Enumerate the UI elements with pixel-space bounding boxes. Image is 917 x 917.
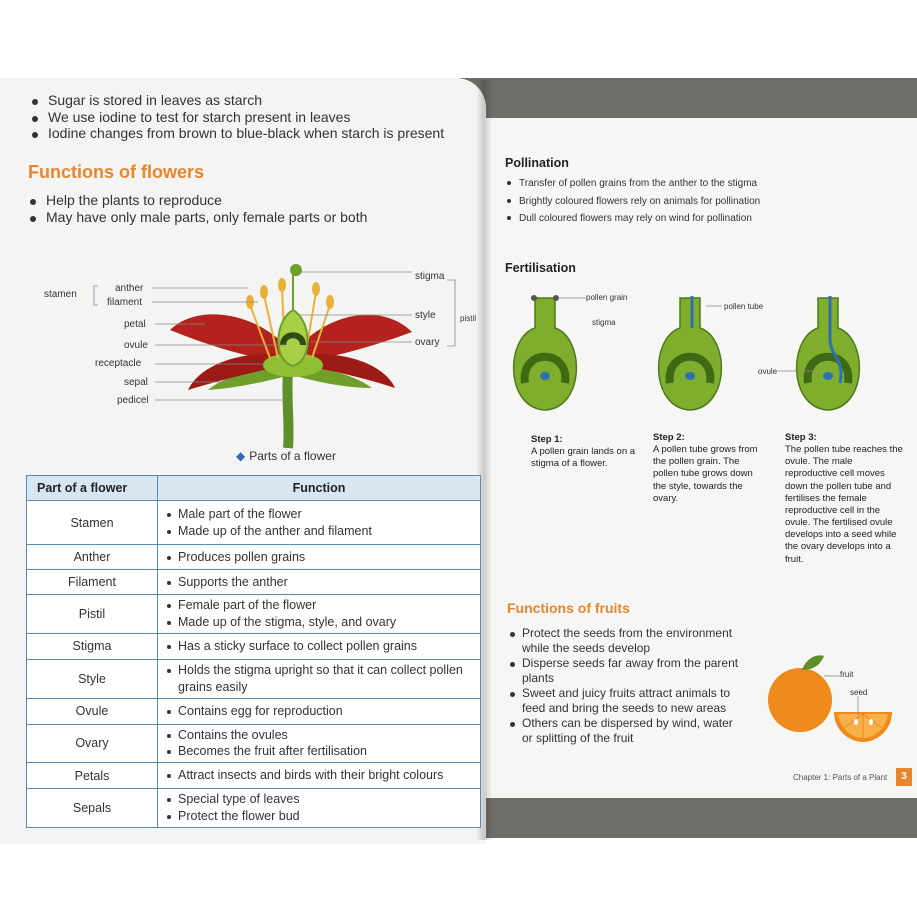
step-text: The pollen tube reaches the ovule. The male reproductive cell moves down the pollen tube and fertilises the female reproductive cell in the ovule. The fertilised ovule develops into a seed while the ovary develops into a fruit. [785, 444, 903, 565]
label-sepal: sepal [124, 377, 148, 388]
function-cell [158, 789, 481, 828]
table-row [27, 570, 481, 595]
functions-of-fruits-heading: Functions of fruits [507, 600, 630, 616]
function-cell [158, 545, 481, 570]
label-pedicel: pedicel [117, 395, 149, 406]
part-cell: Filament [27, 570, 158, 595]
table-row [27, 633, 481, 659]
function-cell [158, 724, 481, 763]
function-item: Has a sticky surface to collect pollen grains [164, 638, 474, 655]
flower-stem [287, 370, 288, 448]
label-anther: anther [115, 283, 144, 294]
part-cell: Stamen [27, 501, 158, 545]
part-cell: Anther [27, 545, 158, 570]
fruit-function-bullets [508, 626, 743, 746]
table-row [27, 659, 481, 698]
pistil-step-2 [659, 296, 722, 410]
table-header: Part of a flower [27, 476, 158, 501]
function-item: Holds the stigma upright so that it can collect pollen grains easily [164, 662, 474, 696]
function-cell [158, 501, 481, 545]
function-item: Made up of the anther and filament [164, 523, 474, 540]
pollination-heading: Pollination [505, 156, 569, 170]
table-header-row [27, 476, 481, 501]
part-cell: Pistil [27, 595, 158, 634]
label-filament: filament [107, 297, 143, 308]
table-row [27, 545, 481, 570]
table-row [27, 698, 481, 724]
bullet-item: Dull coloured flowers may rely on wind for pollination [505, 210, 760, 228]
step-title: Step 3: [785, 432, 817, 443]
function-item: Female part of the flower [164, 597, 474, 614]
anther-group [246, 278, 334, 309]
table-row [27, 789, 481, 828]
orange-leaf [802, 655, 824, 670]
bullet-item: Help the plants to reproduce [28, 192, 367, 209]
table-row [27, 595, 481, 634]
part-cell: Petals [27, 763, 158, 789]
table-header: Function [158, 476, 481, 501]
part-cell: Style [27, 659, 158, 698]
function-item: Made up of the stigma, style, and ovary [164, 614, 474, 631]
label-receptacle: receptacle [95, 358, 142, 369]
bullet-item: Protect the seeds from the environment while the seeds develop [508, 626, 743, 656]
chapter-footer: Chapter 1: Parts of a Plant [793, 773, 888, 782]
label-petal: petal [124, 319, 146, 330]
function-item: Special type of leaves [164, 791, 474, 808]
label-ovule: ovule [124, 340, 148, 351]
function-item: Protect the flower bud [164, 808, 474, 825]
starch-bullets [30, 92, 444, 142]
function-item: Attract insects and birds with their bright colours [164, 767, 474, 784]
bullet-item: Brightly coloured flowers rely on animals for pollination [505, 193, 760, 211]
label-stigma-fert: stigma [592, 318, 616, 327]
function-cell [158, 595, 481, 634]
bullet-item: Disperse seeds far away from the parent plants [508, 656, 743, 686]
step-title: Step 2: [653, 432, 685, 443]
functions-of-flowers-heading: Functions of flowers [28, 162, 205, 182]
function-cell [158, 633, 481, 659]
label-pistil: pistil [460, 314, 477, 323]
bullet-item: Iodine changes from brown to blue-black when starch is present [30, 125, 444, 142]
page-number: 3 [896, 768, 912, 786]
bullet-item: Transfer of pollen grains from the anther to the stigma [505, 175, 760, 193]
function-cell [158, 570, 481, 595]
part-cell: Stigma [27, 633, 158, 659]
bullet-item: Sweet and juicy fruits attract animals to feed and bring the seeds to new areas [508, 686, 743, 716]
diamond-icon: ◆ [236, 449, 246, 463]
function-cell [158, 659, 481, 698]
label-ovary: ovary [415, 337, 440, 348]
parts-of-flower-table [26, 475, 481, 828]
label-stamen: stamen [44, 289, 77, 300]
label-pollen-tube: pollen tube [724, 302, 764, 311]
pistil-step-1 [514, 295, 577, 410]
flower-diagram [0, 250, 486, 450]
step-3 [785, 432, 903, 566]
bullet-item: Sugar is stored in leaves as starch [30, 92, 444, 109]
bullet-item: Others can be dispersed by wind, water or splitting of the fruit [508, 716, 743, 746]
label-fruit: fruit [840, 670, 854, 679]
label-seed: seed [850, 688, 868, 697]
table-row [27, 501, 481, 545]
flower-caption [236, 449, 336, 463]
stigma-shape [290, 264, 302, 276]
part-cell: Ovary [27, 724, 158, 763]
table-row [27, 724, 481, 763]
bullet-item: May have only male parts, only female parts or both [28, 209, 367, 226]
label-style: style [415, 310, 436, 321]
caption-text: Parts of a flower [249, 449, 336, 463]
function-cell [158, 698, 481, 724]
part-cell: Ovule [27, 698, 158, 724]
label-stigma: stigma [415, 271, 445, 282]
function-item: Male part of the flower [164, 506, 474, 523]
step-text: A pollen tube grows from the pollen grain. The pollen tube grows down the style, towards the ovary. [653, 444, 758, 504]
label-pollen-grain: pollen grain [586, 293, 628, 302]
orange-whole [768, 668, 832, 732]
label-ovule-fert: ovule [758, 367, 778, 376]
bullet-item: We use iodine to test for starch present in leaves [30, 109, 444, 126]
function-item: Becomes the fruit after fertilisation [164, 743, 474, 760]
step-2 [653, 432, 765, 505]
function-item: Contains egg for reproduction [164, 703, 474, 720]
table-row [27, 763, 481, 789]
step-text: A pollen grain lands on a stigma of a flower. [531, 446, 636, 470]
fertilisation-heading: Fertilisation [505, 261, 576, 275]
flower-function-bullets [28, 192, 367, 225]
step-title: Step 1: [531, 434, 563, 445]
function-cell [158, 763, 481, 789]
pollination-bullets [505, 175, 760, 228]
function-item: Produces pollen grains [164, 549, 474, 566]
function-item: Supports the anther [164, 574, 474, 591]
pistil-step-3 [797, 296, 860, 410]
part-cell: Sepals [27, 789, 158, 828]
function-item: Contains the ovules [164, 727, 474, 744]
orange-fruit-image [762, 652, 902, 744]
fertilisation-diagram [500, 288, 900, 418]
step-1 [531, 434, 636, 470]
